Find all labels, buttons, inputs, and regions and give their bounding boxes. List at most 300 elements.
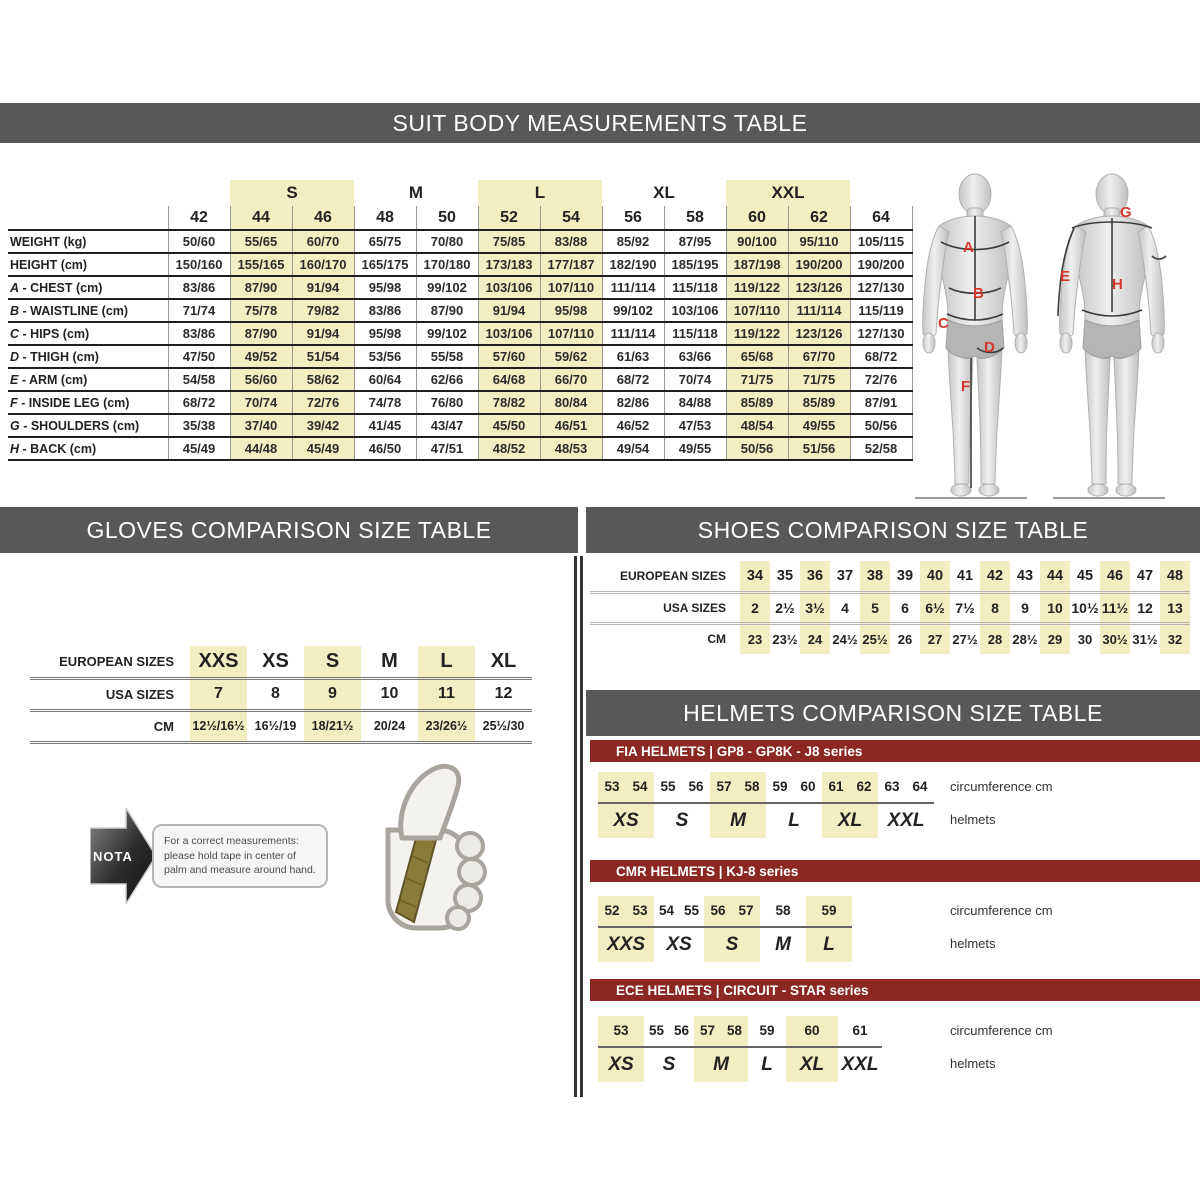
suit-value-cell: 85/89 (726, 391, 788, 414)
suit-value-cell: 46/50 (354, 437, 416, 460)
gloves-row-label: EUROPEAN SIZES (30, 646, 190, 678)
suit-value-cell: 48/54 (726, 414, 788, 437)
gloves-value-cell: 16½/19 (247, 710, 304, 742)
suit-value-cell: 47/53 (664, 414, 726, 437)
circumference-value: 57 (716, 779, 732, 794)
circumference-value: 56 (673, 1023, 690, 1038)
circumference-value: 53 (632, 903, 648, 918)
suit-value-cell: 67/70 (788, 345, 850, 368)
suit-value-cell: 190/200 (850, 253, 912, 276)
mannequin-back-figure (1042, 162, 1182, 497)
suit-value-cell: 103/106 (478, 322, 540, 345)
gloves-value-cell: XXS (190, 646, 247, 678)
suit-measurements-table (8, 180, 913, 461)
helmet-size-label: S (662, 1054, 676, 1075)
suit-value-cell: 51/56 (788, 437, 850, 460)
figure-label-hips: C (938, 315, 949, 332)
suit-value-cell: 48/53 (540, 437, 602, 460)
suit-value-cell: 87/90 (230, 322, 292, 345)
suit-value-cell: 160/170 (292, 253, 354, 276)
size-group-header: M (408, 183, 424, 202)
suit-value-cell: 91/94 (292, 322, 354, 345)
size-group-header: S (230, 180, 354, 206)
figure-label-back: H (1112, 276, 1123, 293)
suit-corner-cell (8, 180, 168, 206)
size-column-header: 42 (168, 206, 230, 230)
shoes-value-cell: 30½ (1100, 623, 1130, 654)
suit-value-cell: 60/70 (292, 230, 354, 253)
helmet-size-group (806, 896, 852, 962)
suit-value-cell: 45/49 (292, 437, 354, 460)
gloves-row (30, 678, 532, 710)
suit-value-cell: 80/84 (540, 391, 602, 414)
suit-value-cell: 95/98 (540, 299, 602, 322)
circumference-value: 64 (912, 779, 928, 794)
suit-value-cell: 71/74 (168, 299, 230, 322)
gloves-value-cell: 9 (304, 678, 361, 710)
suit-value-cell: 84/88 (664, 391, 726, 414)
shoes-table-title: SHOES COMPARISON SIZE TABLE (586, 507, 1200, 553)
shoes-value-cell: 24 (800, 623, 830, 654)
helmet-series-header: FIA HELMETS | GP8 - GP8K - J8 series (590, 740, 1200, 762)
size-column-header: 56 (602, 206, 664, 230)
shoes-row-label: CM (707, 632, 726, 647)
shoes-value-cell: 47 (1130, 561, 1160, 592)
circumference-values (704, 896, 760, 928)
helmets-label: helmets (950, 936, 996, 951)
suit-value-cell: 103/106 (664, 299, 726, 322)
size-column-header: 46 (292, 206, 354, 230)
row-letter: E (10, 372, 19, 387)
suit-row-label: HEIGHT (cm) (8, 253, 168, 276)
gloves-row (30, 710, 532, 742)
circumference-value: 62 (856, 779, 872, 794)
suit-value-cell: 123/126 (788, 276, 850, 299)
back-briefs (1083, 320, 1141, 358)
suit-measurement-row (8, 253, 912, 276)
helmet-size-label: XL (837, 810, 863, 831)
helmet-size-group (766, 772, 822, 838)
suit-value-cell: 111/114 (602, 276, 664, 299)
helmet-size-table (598, 1016, 1053, 1082)
circumference-values (710, 772, 766, 804)
gloves-value-cell: 7 (190, 678, 247, 710)
helmet-size-label: M (730, 810, 746, 831)
suit-value-cell: 48/52 (478, 437, 540, 460)
shoes-value-cell: 13 (1160, 592, 1190, 623)
suit-value-cell: 70/80 (416, 230, 478, 253)
suit-value-cell: 45/50 (478, 414, 540, 437)
panel-divider (574, 556, 583, 1097)
suit-value-cell: 68/72 (168, 391, 230, 414)
suit-value-cell: 70/74 (664, 368, 726, 391)
suit-value-cell: 103/106 (478, 276, 540, 299)
shoes-value-cell: 38 (860, 561, 890, 592)
circumference-value: 61 (852, 1023, 868, 1038)
helmet-size-label: L (788, 810, 800, 831)
suit-value-cell: 75/78 (230, 299, 292, 322)
shoes-value-cell: 28 (980, 623, 1010, 654)
gloves-value-cell: 23/26½ (418, 710, 475, 742)
suit-value-cell: 87/90 (230, 276, 292, 299)
mannequin-front-figure (905, 162, 1045, 497)
suit-value-cell: 95/98 (354, 322, 416, 345)
gloves-row-label: USA SIZES (30, 678, 190, 710)
suit-value-cell: 91/94 (478, 299, 540, 322)
gloves-value-cell: S (304, 646, 361, 678)
suit-measurement-row (8, 437, 912, 460)
suit-value-cell: 115/118 (664, 276, 726, 299)
shoes-value-cell: 27 (920, 623, 950, 654)
suit-value-cell: 44/48 (230, 437, 292, 460)
suit-value-cell: 127/130 (850, 276, 912, 299)
suit-value-cell: 111/114 (788, 299, 850, 322)
helmets-label: helmets (950, 1056, 996, 1071)
shoes-value-cell: 40 (920, 561, 950, 592)
circumference-value: 53 (613, 1023, 629, 1038)
circumference-values (598, 896, 654, 928)
figure-label-inside-leg: F (961, 378, 971, 395)
helmet-series-header: CMR HELMETS | KJ-8 series (590, 860, 1200, 882)
circumference-values (654, 772, 710, 804)
circumference-value: 56 (710, 903, 726, 918)
back-figure-ground-line (1053, 497, 1165, 499)
helmet-size-group (644, 1016, 694, 1082)
suit-value-cell: 83/86 (354, 299, 416, 322)
shoes-value-cell: 23 (740, 623, 770, 654)
shoes-value-cell: 29 (1040, 623, 1070, 654)
size-group-header: XXL (726, 180, 850, 206)
helmet-size-group (654, 772, 710, 838)
suit-value-cell: 50/56 (850, 414, 912, 437)
shoes-value-cell: 10½ (1070, 592, 1100, 623)
shoes-value-cell: 5 (860, 592, 890, 623)
size-column-header: 48 (354, 206, 416, 230)
suit-value-cell: 95/98 (354, 276, 416, 299)
shoes-row (590, 561, 1190, 592)
suit-value-cell: 187/198 (726, 253, 788, 276)
gloves-value-cell: 10 (361, 678, 418, 710)
shoes-value-cell: 10 (1040, 592, 1070, 623)
helmet-size-label: XS (608, 1054, 634, 1075)
suit-value-cell: 87/90 (416, 299, 478, 322)
shoes-value-cell: 23½ (772, 631, 798, 647)
helmet-size-group (822, 772, 878, 838)
size-group-header: XL (653, 183, 675, 202)
suit-value-cell: 155/165 (230, 253, 292, 276)
shoes-row-label: EUROPEAN SIZES (590, 561, 740, 592)
shoes-value-cell: 39 (890, 561, 920, 592)
circumference-values (598, 1016, 644, 1048)
suit-measurement-row (8, 345, 912, 368)
helmet-size-groups (598, 1016, 882, 1082)
suit-value-cell: 91/94 (292, 276, 354, 299)
suit-value-cell: 107/110 (540, 276, 602, 299)
gloves-value-cell: 12½/16½ (190, 710, 247, 742)
suit-value-cell: 99/102 (416, 276, 478, 299)
suit-value-cell: 68/72 (850, 345, 912, 368)
circumference-values (766, 772, 822, 804)
circumference-value: 58 (726, 1023, 743, 1038)
gloves-value-cell: 25½/30 (475, 710, 532, 742)
suit-measurement-row (8, 368, 912, 391)
shoes-value-cell: 41 (950, 561, 980, 592)
suit-value-cell: 185/195 (664, 253, 726, 276)
suit-measurement-row (8, 322, 912, 345)
shoes-value-cell: 45 (1070, 561, 1100, 592)
row-letter: G (10, 418, 20, 433)
suit-value-cell: 190/200 (788, 253, 850, 276)
thumb (401, 766, 459, 838)
shoes-value-cell: 48 (1160, 561, 1190, 592)
helmet-size-label: L (761, 1054, 773, 1075)
shoes-value-cell: 3½ (800, 592, 830, 623)
row-letter: A (10, 280, 20, 295)
suit-value-cell: 47/50 (168, 345, 230, 368)
shoes-value-cell: 11½ (1100, 592, 1130, 623)
shoes-value-cell: 43 (1010, 561, 1040, 592)
suit-row-label: WEIGHT (kg) (8, 230, 168, 253)
suit-value-cell: 83/86 (168, 276, 230, 299)
circumference-value: 52 (604, 903, 620, 918)
suit-value-cell: 65/75 (354, 230, 416, 253)
helmet-size-table (598, 772, 1053, 838)
suit-value-cell: 75/85 (478, 230, 540, 253)
suit-value-cell: 63/66 (664, 345, 726, 368)
suit-value-cell: 173/183 (478, 253, 540, 276)
circumference-values (822, 772, 878, 804)
thumb-tape-illustration (350, 760, 500, 935)
size-group-header: L (478, 180, 602, 206)
suit-row-label: E - ARM (cm) (8, 368, 168, 391)
suit-value-cell: 65/68 (726, 345, 788, 368)
suit-value-cell: 115/119 (850, 299, 912, 322)
gloves-value-cell: XS (247, 646, 304, 678)
circumference-value: 54 (632, 779, 648, 794)
shoes-value-cell: 25½ (860, 623, 890, 654)
shoes-size-table (590, 561, 1190, 654)
helmet-size-label: XXS (606, 934, 646, 955)
row-letter: F (10, 395, 18, 410)
suit-value-cell: 72/76 (850, 368, 912, 391)
suit-value-cell: 85/92 (602, 230, 664, 253)
circumference-value: 61 (828, 779, 844, 794)
suit-value-cell: 55/58 (416, 345, 478, 368)
circumference-values (644, 1016, 694, 1048)
front-figure-ground-line (915, 497, 1027, 499)
helmet-size-group (748, 1016, 786, 1082)
circumference-values (786, 1016, 838, 1048)
circumference-cm-label: circumference cm (950, 903, 1053, 918)
suit-value-cell: 43/47 (416, 414, 478, 437)
suit-value-cell: 127/130 (850, 322, 912, 345)
circumference-value: 56 (688, 779, 704, 794)
circumference-values (694, 1016, 748, 1048)
shoes-value-cell: 4 (830, 592, 860, 623)
suit-value-cell: 170/180 (416, 253, 478, 276)
shoes-value-cell: 34 (740, 561, 770, 592)
suit-value-cell: 71/75 (726, 368, 788, 391)
size-column-header: 62 (788, 206, 850, 230)
gloves-value-cell: 8 (247, 678, 304, 710)
shoes-value-cell: 2 (740, 592, 770, 623)
row-letter: H (10, 441, 20, 456)
shoes-row (590, 592, 1190, 623)
suit-value-cell: 99/102 (602, 299, 664, 322)
suit-value-cell: 119/122 (726, 276, 788, 299)
nota-arrow (90, 808, 156, 904)
shoes-value-cell: 46 (1100, 561, 1130, 592)
gloves-value-cell: 11 (418, 678, 475, 710)
suit-value-cell: 55/65 (230, 230, 292, 253)
suit-value-cell: 66/70 (540, 368, 602, 391)
gloves-value-cell: 12 (475, 678, 532, 710)
suit-value-cell: 49/52 (230, 345, 292, 368)
suit-value-cell: 62/66 (416, 368, 478, 391)
suit-value-cell: 79/82 (292, 299, 354, 322)
helmet-size-group (878, 772, 934, 838)
gloves-value-cell: 20/24 (361, 710, 418, 742)
suit-value-cell: 59/62 (540, 345, 602, 368)
suit-measurement-row (8, 230, 912, 253)
circumference-value: 63 (884, 779, 900, 794)
suit-value-cell: 68/72 (602, 368, 664, 391)
shoes-value-cell: 6 (890, 592, 920, 623)
suit-value-cell: 150/160 (168, 253, 230, 276)
suit-value-cell: 57/60 (478, 345, 540, 368)
circumference-values (654, 896, 704, 928)
suit-value-cell: 41/45 (354, 414, 416, 437)
circumference-values (598, 772, 654, 804)
suit-value-cell: 83/86 (168, 322, 230, 345)
circumference-value: 60 (804, 1023, 820, 1038)
suit-value-cell: 76/80 (416, 391, 478, 414)
row-letter: D (10, 349, 20, 364)
helmet-size-group (786, 1016, 838, 1082)
suit-row-label: A - CHEST (cm) (8, 276, 168, 299)
suit-measurement-row (8, 391, 912, 414)
suit-row-label: G - SHOULDERS (cm) (8, 414, 168, 437)
suit-value-cell: 49/54 (602, 437, 664, 460)
figure-label-thigh: D (984, 339, 995, 356)
suit-value-cell: 87/95 (664, 230, 726, 253)
helmet-size-label: S (725, 934, 739, 955)
circumference-values (748, 1016, 786, 1048)
helmet-size-groups (598, 896, 852, 962)
circumference-cm-label: circumference cm (950, 779, 1053, 794)
circumference-value: 57 (738, 903, 754, 918)
suit-row-label: H - BACK (cm) (8, 437, 168, 460)
suit-value-cell: 105/115 (850, 230, 912, 253)
suit-value-cell: 107/110 (726, 299, 788, 322)
size-column-header: 52 (478, 206, 540, 230)
shoes-value-cell: 6½ (920, 592, 950, 623)
suit-value-cell: 78/82 (478, 391, 540, 414)
suit-value-cell: 37/40 (230, 414, 292, 437)
suit-value-cell: 115/118 (664, 322, 726, 345)
helmet-size-group (710, 772, 766, 838)
helmet-size-group (704, 896, 760, 962)
suit-value-cell: 39/42 (292, 414, 354, 437)
shoes-value-cell: 30 (1077, 631, 1093, 647)
gloves-value-cell: M (361, 646, 418, 678)
circumference-values (760, 896, 806, 928)
suit-value-cell: 46/52 (602, 414, 664, 437)
suit-corner-cell (8, 206, 168, 230)
helmet-size-label: L (823, 934, 835, 955)
shoes-value-cell: 35 (770, 561, 800, 592)
suit-row-label: F - INSIDE LEG (cm) (8, 391, 168, 414)
gloves-value-cell: 18/21½ (304, 710, 361, 742)
suit-value-cell: 119/122 (726, 322, 788, 345)
suit-value-cell: 74/78 (354, 391, 416, 414)
helmet-size-groups (598, 772, 934, 838)
helmet-size-group (598, 772, 654, 838)
shoes-value-cell: 7½ (950, 592, 980, 623)
gloves-row (30, 646, 532, 678)
helmet-size-group (760, 896, 806, 962)
gloves-size-table (30, 646, 532, 744)
suit-value-cell: 70/74 (230, 391, 292, 414)
figure-label-chest: A (963, 239, 974, 256)
shoes-value-cell: 9 (1010, 592, 1040, 623)
shoes-value-cell: 8 (980, 592, 1010, 623)
size-column-header: 54 (540, 206, 602, 230)
suit-value-cell: 47/51 (416, 437, 478, 460)
helmet-size-table (598, 896, 1053, 962)
size-column-header: 58 (664, 206, 726, 230)
shoes-value-cell: 32 (1160, 623, 1190, 654)
suit-measurement-row (8, 276, 912, 299)
shoes-value-cell: 12 (1130, 592, 1160, 623)
circumference-value: 53 (604, 779, 620, 794)
circumference-value: 59 (759, 1023, 775, 1038)
suit-value-cell: 64/68 (478, 368, 540, 391)
gloves-value-cell: L (418, 646, 475, 678)
suit-value-cell: 58/62 (292, 368, 354, 391)
shoes-value-cell: 31½ (1132, 631, 1158, 647)
suit-row-label: D - THIGH (cm) (8, 345, 168, 368)
suit-group-row (8, 180, 912, 206)
size-column-header: 60 (726, 206, 788, 230)
circumference-value: 57 (699, 1023, 716, 1038)
suit-value-cell: 54/58 (168, 368, 230, 391)
helmet-size-label: XS (613, 810, 639, 831)
suit-row-label: C - HIPS (cm) (8, 322, 168, 345)
circumference-values (878, 772, 934, 804)
suit-size-row (8, 206, 912, 230)
figure-label-shoulders: G (1120, 204, 1132, 221)
helmet-size-group (654, 896, 704, 962)
suit-value-cell: 99/102 (416, 322, 478, 345)
helmet-size-label: M (713, 1054, 729, 1075)
figure-label-arm: E (1060, 268, 1071, 285)
circumference-values (838, 1016, 882, 1048)
circumference-value: 55 (683, 903, 700, 918)
suit-value-cell: 82/86 (602, 391, 664, 414)
suit-value-cell: 95/110 (788, 230, 850, 253)
shoes-value-cell: 27½ (952, 631, 978, 647)
suit-value-cell: 60/64 (354, 368, 416, 391)
helmet-size-label: XL (799, 1054, 825, 1075)
shoes-value-cell: 2½ (770, 592, 800, 623)
figure-label-waistline: B (973, 285, 984, 302)
suit-value-cell: 107/110 (540, 322, 602, 345)
shoes-value-cell: 37 (830, 561, 860, 592)
shoes-value-cell: 36 (800, 561, 830, 592)
shoes-value-cell: 42 (980, 561, 1010, 592)
suit-value-cell: 50/56 (726, 437, 788, 460)
